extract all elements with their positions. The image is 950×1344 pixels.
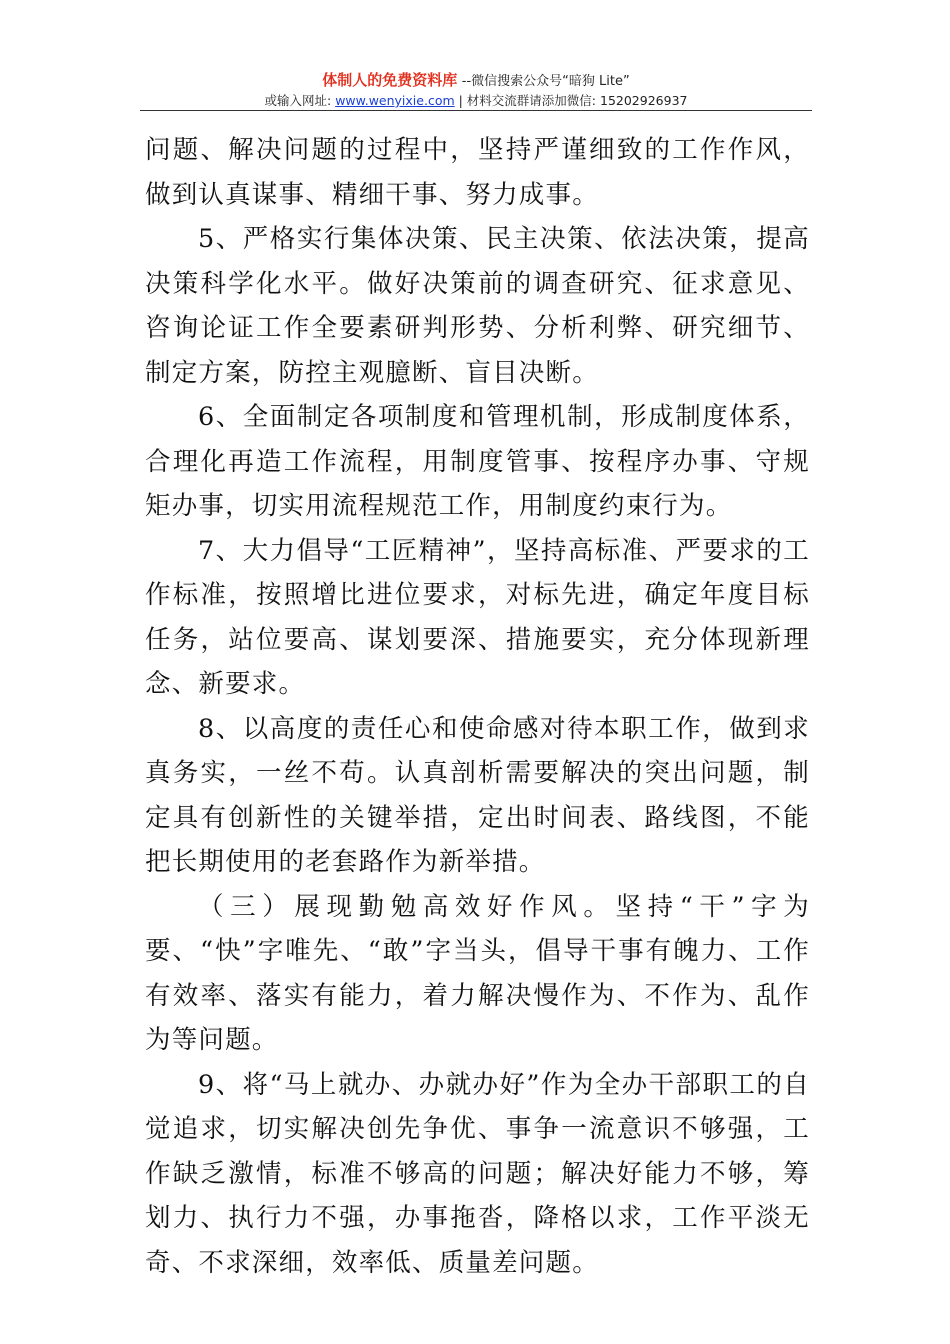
paragraph-item-5: 5、严格实行集体决策、民主决策、依法决策，提高决策科学化水平。做好决策前的调查研究、征求意见、咨询论证工作全要素研判形势、分析利弊、研究细节、制定方案，防控主观臆断、盲目决断。 bbox=[145, 224, 810, 388]
header-title-line bbox=[140, 70, 812, 92]
page-header bbox=[140, 70, 812, 110]
contact-info: | 材料交流群请添加微信: 15202926937 bbox=[458, 93, 688, 108]
section-heading-3: （三）展现勤勉高效好作风。坚持“干”字为要、“快”字唯先、“敢”字当头，倡导干事有魄力、工作有效率、落实有能力，着力解决慢作为、不作为、乱作为等问题。 bbox=[145, 891, 810, 1055]
paragraph-continued: 问题、解决问题的过程中，坚持严谨细致的工作作风，做到认真谋事、精细干事、努力成事。 bbox=[145, 135, 810, 210]
paragraph-item-7: 7、大力倡导“工匠精神”，坚持高标准、严要求的工作标准，按照增比进位要求，对标先进，确定年度目标任务，站位要高、谋划要深、措施要实，充分体现新理念、新要求。 bbox=[145, 535, 810, 699]
document-body bbox=[145, 128, 810, 1285]
paragraph-item-8: 8、以高度的责任心和使命感对待本职工作，做到求真务实，一丝不苟。认真剖析需要解决的突出问题，制定具有创新性的关键举措，定出时间表、路线图，不能把长期使用的老套路作为新举措。 bbox=[145, 713, 810, 877]
website-link[interactable]: www.wenyixie.com bbox=[335, 93, 455, 108]
brand-title: 体制人的免费资料库 bbox=[322, 71, 458, 89]
header-divider bbox=[140, 110, 812, 111]
url-prefix: 或输入网址: bbox=[264, 93, 332, 108]
header-contact-line bbox=[140, 92, 812, 110]
wechat-note: --微信搜索公众号“暗狗 Lite” bbox=[461, 74, 630, 89]
paragraph-item-6: 6、全面制定各项制度和管理机制，形成制度体系，合理化再造工作流程，用制度管事、按程序办事、守规矩办事，切实用流程规范工作，用制度约束行为。 bbox=[145, 402, 810, 521]
paragraph-item-9: 9、将“马上就办、办就办好”作为全办干部职工的自觉追求，切实解决创先争优、事争一流意识不够强，工作缺乏激情，标准不够高的问题；解决好能力不够，筹划力、执行力不强，办事拖沓，降格以求，工作平淡无奇、不求深细，效率低、质量差问题。 bbox=[145, 1069, 810, 1278]
